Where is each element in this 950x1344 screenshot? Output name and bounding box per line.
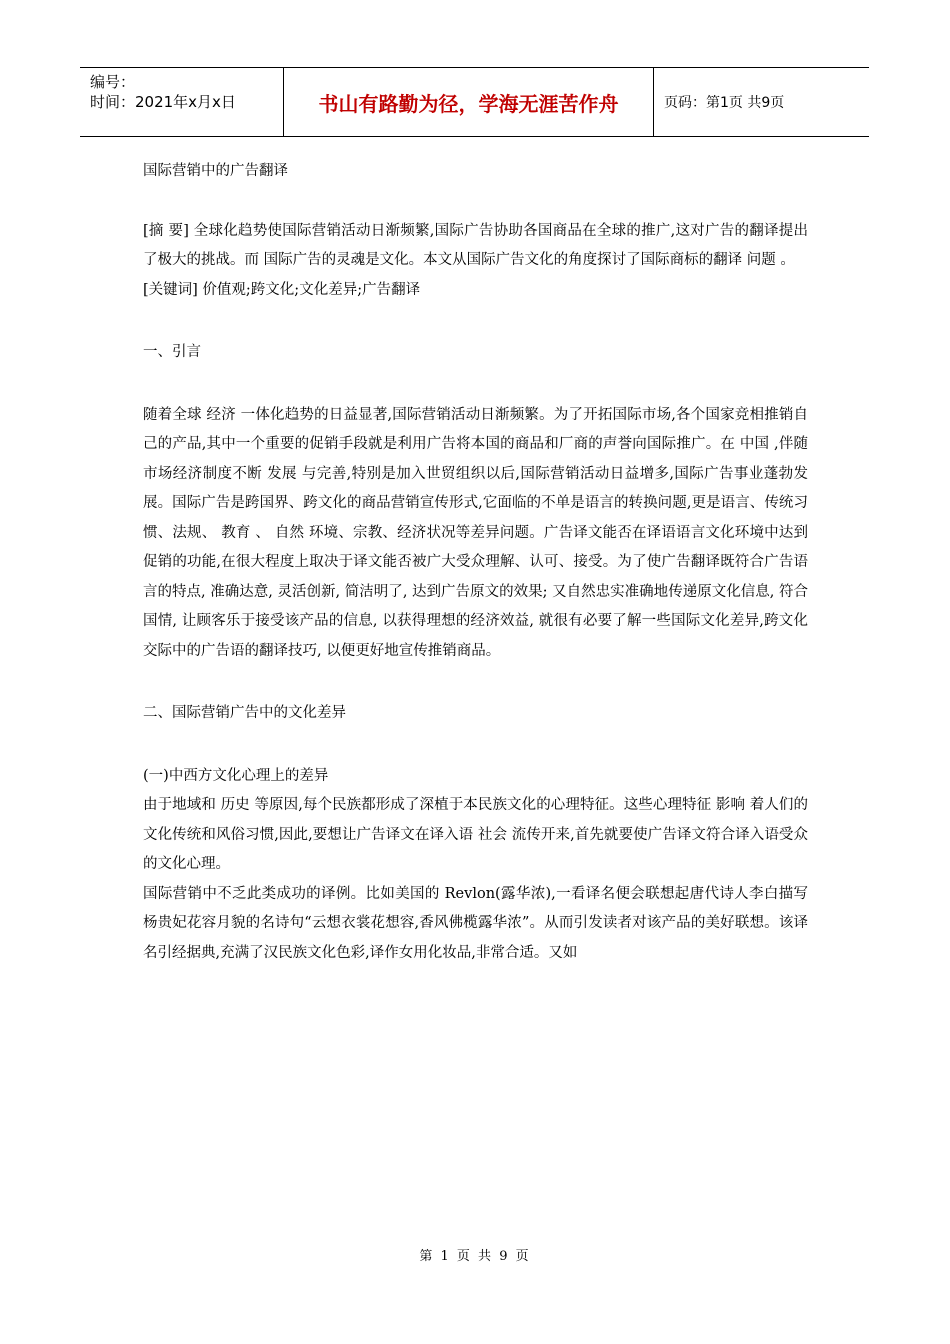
document-number-label: 编号： [90,73,136,91]
motto-text: 书山有路勤为径，学海无涯苦作舟 [318,91,619,116]
header-motto-cell [283,68,654,136]
header-page-cell [654,68,869,136]
keywords-paragraph: [关键词] 价值观;跨文化;文化差异;广告翻译 [143,281,421,298]
page-header [80,67,869,137]
examples-paragraph: 国际营销中不乏此类成功的译例。比如美国的 Revlon(露华浓),一看译名便会联想起唐代诗人李白描写杨贵妃花容月貌的名诗句“云想衣裳花想容,香风佛榄露华浓”。从而引发读者对该产品的美好联想。该译名引经据典,充满了汉民族文化色彩,译作女用化妆品,非常合适。又如 [143,885,808,961]
intro-paragraph: 随着全球 经济 一体化趋势的日益显著,国际营销活动日渐频繁。为了开拓国际市场,各个国家竞相推销自己的产品,其中一个重要的促销手段就是利用广告将本国的商品和厂商的声誉向国际推广。在 中国 ,伴随市场经济制度不断 发展 与完善,特别是加入世贸组织以后,国际营销活动日益增多,国际广告事业蓬勃发展。国际广告是跨国界、跨文化的商品营销宣传形式,它面临的不单是语言的转换问题,更是语言、传统习惯、法规、 教育 、 自然 环境、宗教、经济状况等差异问题。广告译文能否在译语语言文化环境中达到促销的功能,在很大程度上取决于译文能否被广大受众理解、认可、接受。为了使广告翻译既符合广告语言的特点, 准确达意, 灵活创新, 简洁明了, 达到广告原文的效果; 又自然忠实准确地传递原文化信息, 符合国情, 让顾客乐于接受该产品的信息, 以获得理想的经济效益, 就很有必要了解一些国际文化差异,跨文化交际中的广告语的翻译技巧, 以便更好地宣传推销商品。 [143,406,808,659]
footer-page-number: 第 1 页 共 9 页 [419,1249,531,1264]
section-heading-cultural-differences: 二、国际营销广告中的文化差异 [143,705,346,721]
subsection-heading-psychology: (一)中西方文化心理上的差异 [143,767,329,784]
page-footer [0,1245,950,1264]
header-meta-cell [80,68,283,136]
section-heading-intro: 一、引言 [143,344,201,360]
document-date: 时间：2021年x月x日 [90,93,236,111]
document-body [143,157,808,968]
page-info: 页码：第1页 共9页 [664,95,785,111]
abstract-paragraph: [摘 要] 全球化趋势使国际营销活动日渐频繁,国际广告协助各国商品在全球的推广,这对广告的翻译提出了极大的挑战。而 国际广告的灵魂是文化。本文从国际广告文化的角度探讨了国际商标的翻译 问题 。 [143,222,808,268]
psychology-paragraph: 由于地域和 历史 等原因,每个民族都形成了深植于本民族文化的心理特征。这些心理特征 影响 着人们的文化传统和风俗习惯,因此,要想让广告译文在译入语 社会 流传开来,首先就要使广告译文符合译入语受众的文化心理。 [143,797,808,872]
document-title: 国际营销中的广告翻译 [143,163,288,179]
